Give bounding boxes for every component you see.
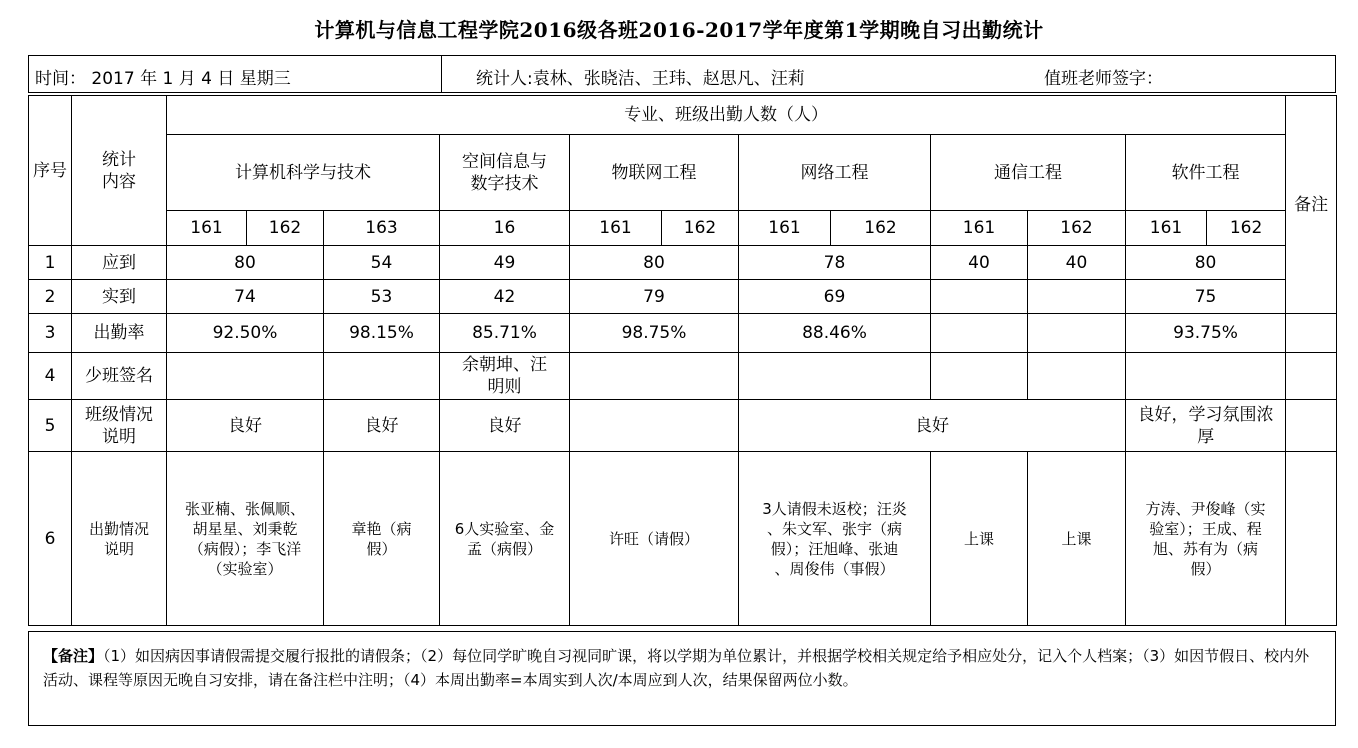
class-sw-162: 162 xyxy=(1207,211,1286,246)
cell: 3人请假未返校；汪炎 、朱文军、张宇（病 假）；汪旭峰、张迪 、周俊伟（事假） xyxy=(739,452,931,626)
cell: 80 xyxy=(167,246,324,280)
cell: 6人实验室、金 孟（病假） xyxy=(440,452,570,626)
cell: 78 xyxy=(739,246,931,280)
cell: 53 xyxy=(324,280,440,314)
remark-cell xyxy=(1286,353,1337,400)
cell: 85.71% xyxy=(440,314,570,353)
cell: 79 xyxy=(570,280,739,314)
cell: 张亚楠、张佩顺、 胡星星、刘秉乾 （病假）；李飞洋 （实验室） xyxy=(167,452,324,626)
class-sw-161: 161 xyxy=(1126,211,1207,246)
table-row xyxy=(29,280,1337,314)
cell: 75 xyxy=(1126,280,1286,314)
cell: 良好 xyxy=(167,400,324,452)
cell xyxy=(931,353,1028,400)
cell: 良好 xyxy=(324,400,440,452)
header-group: 专业、班级出勤人数（人） xyxy=(167,96,1286,135)
cell xyxy=(1126,353,1286,400)
cell: 上课 xyxy=(1028,452,1126,626)
cell: 40 xyxy=(931,246,1028,280)
class-sp-16: 16 xyxy=(440,211,570,246)
table-row xyxy=(29,452,1337,626)
cell: 93.75% xyxy=(1126,314,1286,353)
remark-cell xyxy=(1286,452,1337,626)
row-label: 少班签名 xyxy=(72,353,167,400)
class-net-161: 161 xyxy=(739,211,831,246)
footnote xyxy=(28,631,1336,726)
table-row xyxy=(29,353,1337,400)
header-remark: 备注 xyxy=(1286,96,1337,314)
row-label: 出勤率 xyxy=(72,314,167,353)
teacher-signature-label: 值班老师签字： xyxy=(1044,69,1163,89)
row-seq: 6 xyxy=(29,452,72,626)
major-tel: 通信工程 xyxy=(931,135,1126,211)
cell xyxy=(739,353,931,400)
cell xyxy=(931,314,1028,353)
cell: 章艳（病 假） xyxy=(324,452,440,626)
major-cs: 计算机科学与技术 xyxy=(167,135,440,211)
major-net: 网络工程 xyxy=(739,135,931,211)
class-cs-162: 162 xyxy=(247,211,324,246)
cell xyxy=(1028,314,1126,353)
table-row xyxy=(29,400,1337,452)
cell xyxy=(1028,353,1126,400)
cell xyxy=(324,353,440,400)
stats-people: 统计人:袁林、张晓洁、王玮、赵思凡、汪莉 xyxy=(476,69,805,89)
class-tel-161: 161 xyxy=(931,211,1028,246)
row-seq: 2 xyxy=(29,280,72,314)
row-seq: 5 xyxy=(29,400,72,452)
major-iot: 物联网工程 xyxy=(570,135,739,211)
row-label: 应到 xyxy=(72,246,167,280)
cell: 良好 xyxy=(440,400,570,452)
cell: 92.50% xyxy=(167,314,324,353)
cell: 上课 xyxy=(931,452,1028,626)
class-cs-161: 161 xyxy=(167,211,247,246)
table-row xyxy=(29,314,1337,353)
row-seq: 1 xyxy=(29,246,72,280)
class-net-162: 162 xyxy=(831,211,931,246)
remark-cell xyxy=(1286,314,1337,353)
cell: 余朝坤、汪 明则 xyxy=(440,353,570,400)
cell: 49 xyxy=(440,246,570,280)
cell xyxy=(931,280,1028,314)
header-seq: 序号 xyxy=(29,96,72,246)
row-seq: 4 xyxy=(29,353,72,400)
major-sw: 软件工程 xyxy=(1126,135,1286,211)
cell: 98.15% xyxy=(324,314,440,353)
cell: 80 xyxy=(1126,246,1286,280)
row-label: 实到 xyxy=(72,280,167,314)
row-label: 出勤情况 说明 xyxy=(72,452,167,626)
cell: 98.75% xyxy=(570,314,739,353)
info-divider xyxy=(441,56,442,92)
header-content: 统计 内容 xyxy=(72,96,167,246)
cell: 69 xyxy=(739,280,931,314)
cell: 良好，学习氛围浓 厚 xyxy=(1126,400,1286,452)
cell: 许旺（请假） xyxy=(570,452,739,626)
major-spatial: 空间信息与 数字技术 xyxy=(440,135,570,211)
cell: 方涛、尹俊峰（实 验室）；王成、程 旭、苏有为（病 假） xyxy=(1126,452,1286,626)
row-seq: 3 xyxy=(29,314,72,353)
attendance-table xyxy=(28,95,1337,626)
footnote-label: 【备注】 xyxy=(43,647,104,665)
cell xyxy=(1028,280,1126,314)
remark-cell xyxy=(1286,400,1337,452)
cell: 42 xyxy=(440,280,570,314)
class-iot-161: 161 xyxy=(570,211,662,246)
cell: 良好 xyxy=(739,400,1126,452)
cell: 88.46% xyxy=(739,314,931,353)
row-label: 班级情况 说明 xyxy=(72,400,167,452)
class-cs-163: 163 xyxy=(324,211,440,246)
cell xyxy=(167,353,324,400)
class-tel-162: 162 xyxy=(1028,211,1126,246)
cell: 80 xyxy=(570,246,739,280)
info-bar xyxy=(28,55,1336,93)
class-iot-162: 162 xyxy=(662,211,739,246)
cell xyxy=(570,353,739,400)
date-info: 时间： 2017 年 1 月 4 日 星期三 xyxy=(35,69,291,89)
table-row xyxy=(29,246,1337,280)
page-title: 计算机与信息工程学院2016级各班2016-2017学年度第1学期晚自习出勤统计 xyxy=(314,18,1044,42)
cell xyxy=(570,400,739,452)
footnote-text: （1）如因病因事请假需提交履行报批的请假条；（2）每位同学旷晚自习视同旷课，将以学期为单位累计，并根据学校相关规定给予相应处分，记入个人档案；（3）如因节假日、校内外活动、课程等原因无晚自习安排，请在备注栏中注明；（4）本周出勤率=本周实到人次/本周应到人次，结果保留两位小数。 xyxy=(43,647,1310,689)
cell: 74 xyxy=(167,280,324,314)
cell: 54 xyxy=(324,246,440,280)
cell: 40 xyxy=(1028,246,1126,280)
